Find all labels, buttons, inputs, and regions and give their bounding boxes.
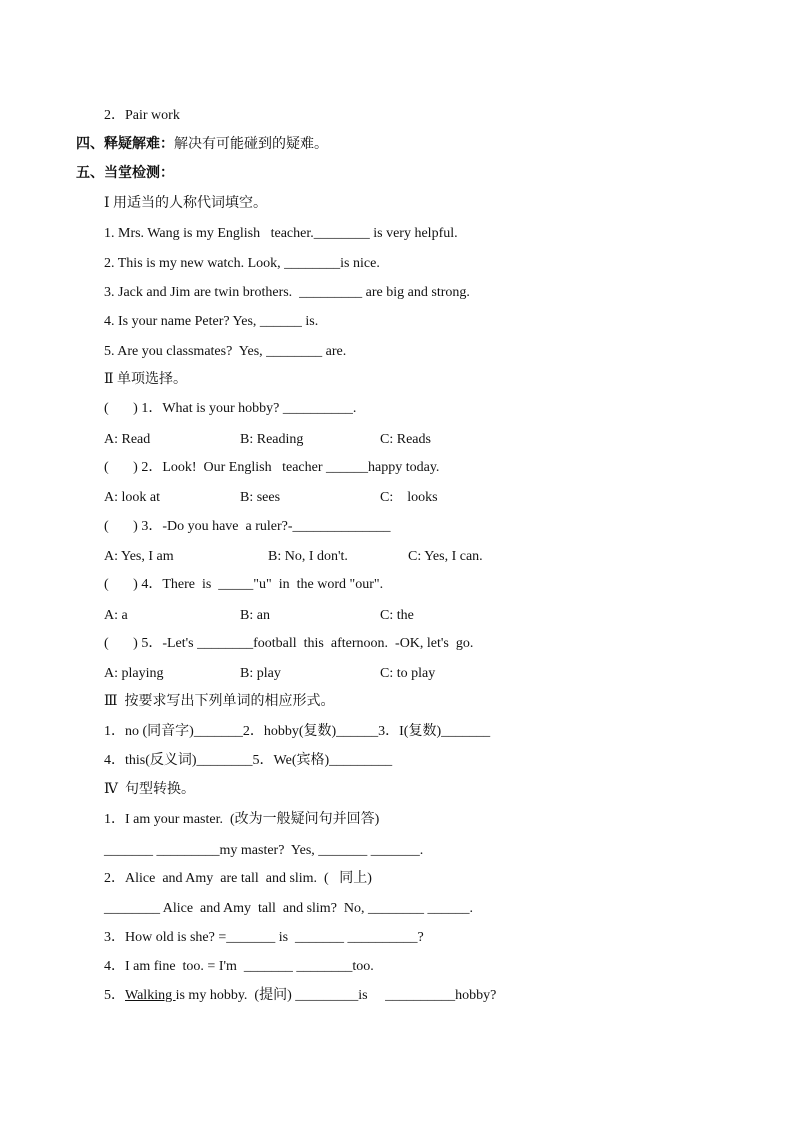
mc-option-b: B: Reading [240, 432, 304, 447]
mc-option-a: A: playing [104, 666, 164, 681]
mc-option-b: B: an [240, 608, 270, 623]
mc-option-a: A: a [104, 608, 128, 623]
part1-item: 1. Mrs. Wang is my English teacher.________ is very helpful. [104, 226, 458, 241]
mc-question-stem: ( ) 1．What is your hobby? __________. [104, 401, 357, 416]
part4-question: 3．How old is she? =_______ is _______ __________? [104, 930, 424, 945]
section4-text: 解决有可能碰到的疑难。 [174, 137, 328, 152]
part4-question: 2．Alice and Amy are tall and slim. ( 同上) [104, 871, 372, 886]
section4-label: 四、释疑解难： [76, 137, 174, 152]
part4-title: Ⅳ 句型转换。 [104, 782, 195, 797]
part1-item: 4. Is your name Peter? Yes, ______ is. [104, 314, 319, 329]
mc-option-a: A: Read [104, 432, 151, 447]
part1-title: Ⅰ 用适当的人称代词填空。 [104, 196, 268, 211]
part3-line: 4．this(反义词)________5．We(宾格)_________ [104, 753, 393, 768]
mc-question-stem: ( ) 5．-Let's ________football this afternoon. -OK, let's go. [104, 636, 474, 651]
mc-option-a: A: Yes, I am [104, 549, 174, 564]
mc-question-stem: ( ) 4．There is _____"u" in the word "our". [104, 577, 384, 592]
q5-rest: is my hobby. (提问) _________is __________hobby? [175, 988, 497, 1003]
mc-option-c: C: to play [380, 666, 436, 681]
part3-title: Ⅲ 按要求写出下列单词的相应形式。 [104, 694, 335, 709]
mc-option-b: B: No, I don't. [268, 549, 348, 564]
part4-answer-line: _______ _________my master? Yes, _______ _______. [104, 843, 424, 858]
section5-heading: 五、当堂检测： [76, 166, 174, 181]
part4-answer-line: ________ Alice and Amy tall and slim? No, ________ ______. [104, 901, 474, 916]
part1-item: 5. Are you classmates? Yes, ________ are. [104, 344, 347, 359]
mc-option-c: C: looks [380, 490, 438, 505]
q5-prefix: 5． [104, 988, 125, 1003]
mc-option-b: B: play [240, 666, 281, 681]
section4-heading [76, 136, 328, 154]
part1-item: 3. Jack and Jim are twin brothers. _________ are big and strong. [104, 285, 470, 300]
part4-question [104, 987, 496, 1005]
mc-option-c: C: Reads [380, 432, 431, 447]
mc-option-b: B: sees [240, 490, 281, 505]
part4-question: 1．I am your master. (改为一般疑问句并回答) [104, 812, 380, 827]
mc-question-stem: ( ) 3．-Do you have a ruler?-______________ [104, 519, 391, 534]
mc-question-stem: ( ) 2．Look! Our English teacher ______happy today. [104, 460, 440, 475]
part2-title: Ⅱ 单项选择。 [104, 372, 188, 387]
pair-work-item: 2．Pair work [104, 108, 180, 123]
mc-option-a: A: look at [104, 490, 160, 505]
mc-option-c: C: Yes, I can. [408, 549, 483, 564]
part4-question: 4．I am fine too. = I'm _______ ________too. [104, 959, 374, 974]
part1-item: 2. This is my new watch. Look, ________is nice. [104, 256, 380, 271]
part3-line: 1．no (同音字)_______2．hobby(复数)______3．I(复数)_______ [104, 724, 491, 739]
q5-underlined-word: Walking [125, 988, 176, 1003]
mc-option-c: C: the [380, 608, 414, 623]
